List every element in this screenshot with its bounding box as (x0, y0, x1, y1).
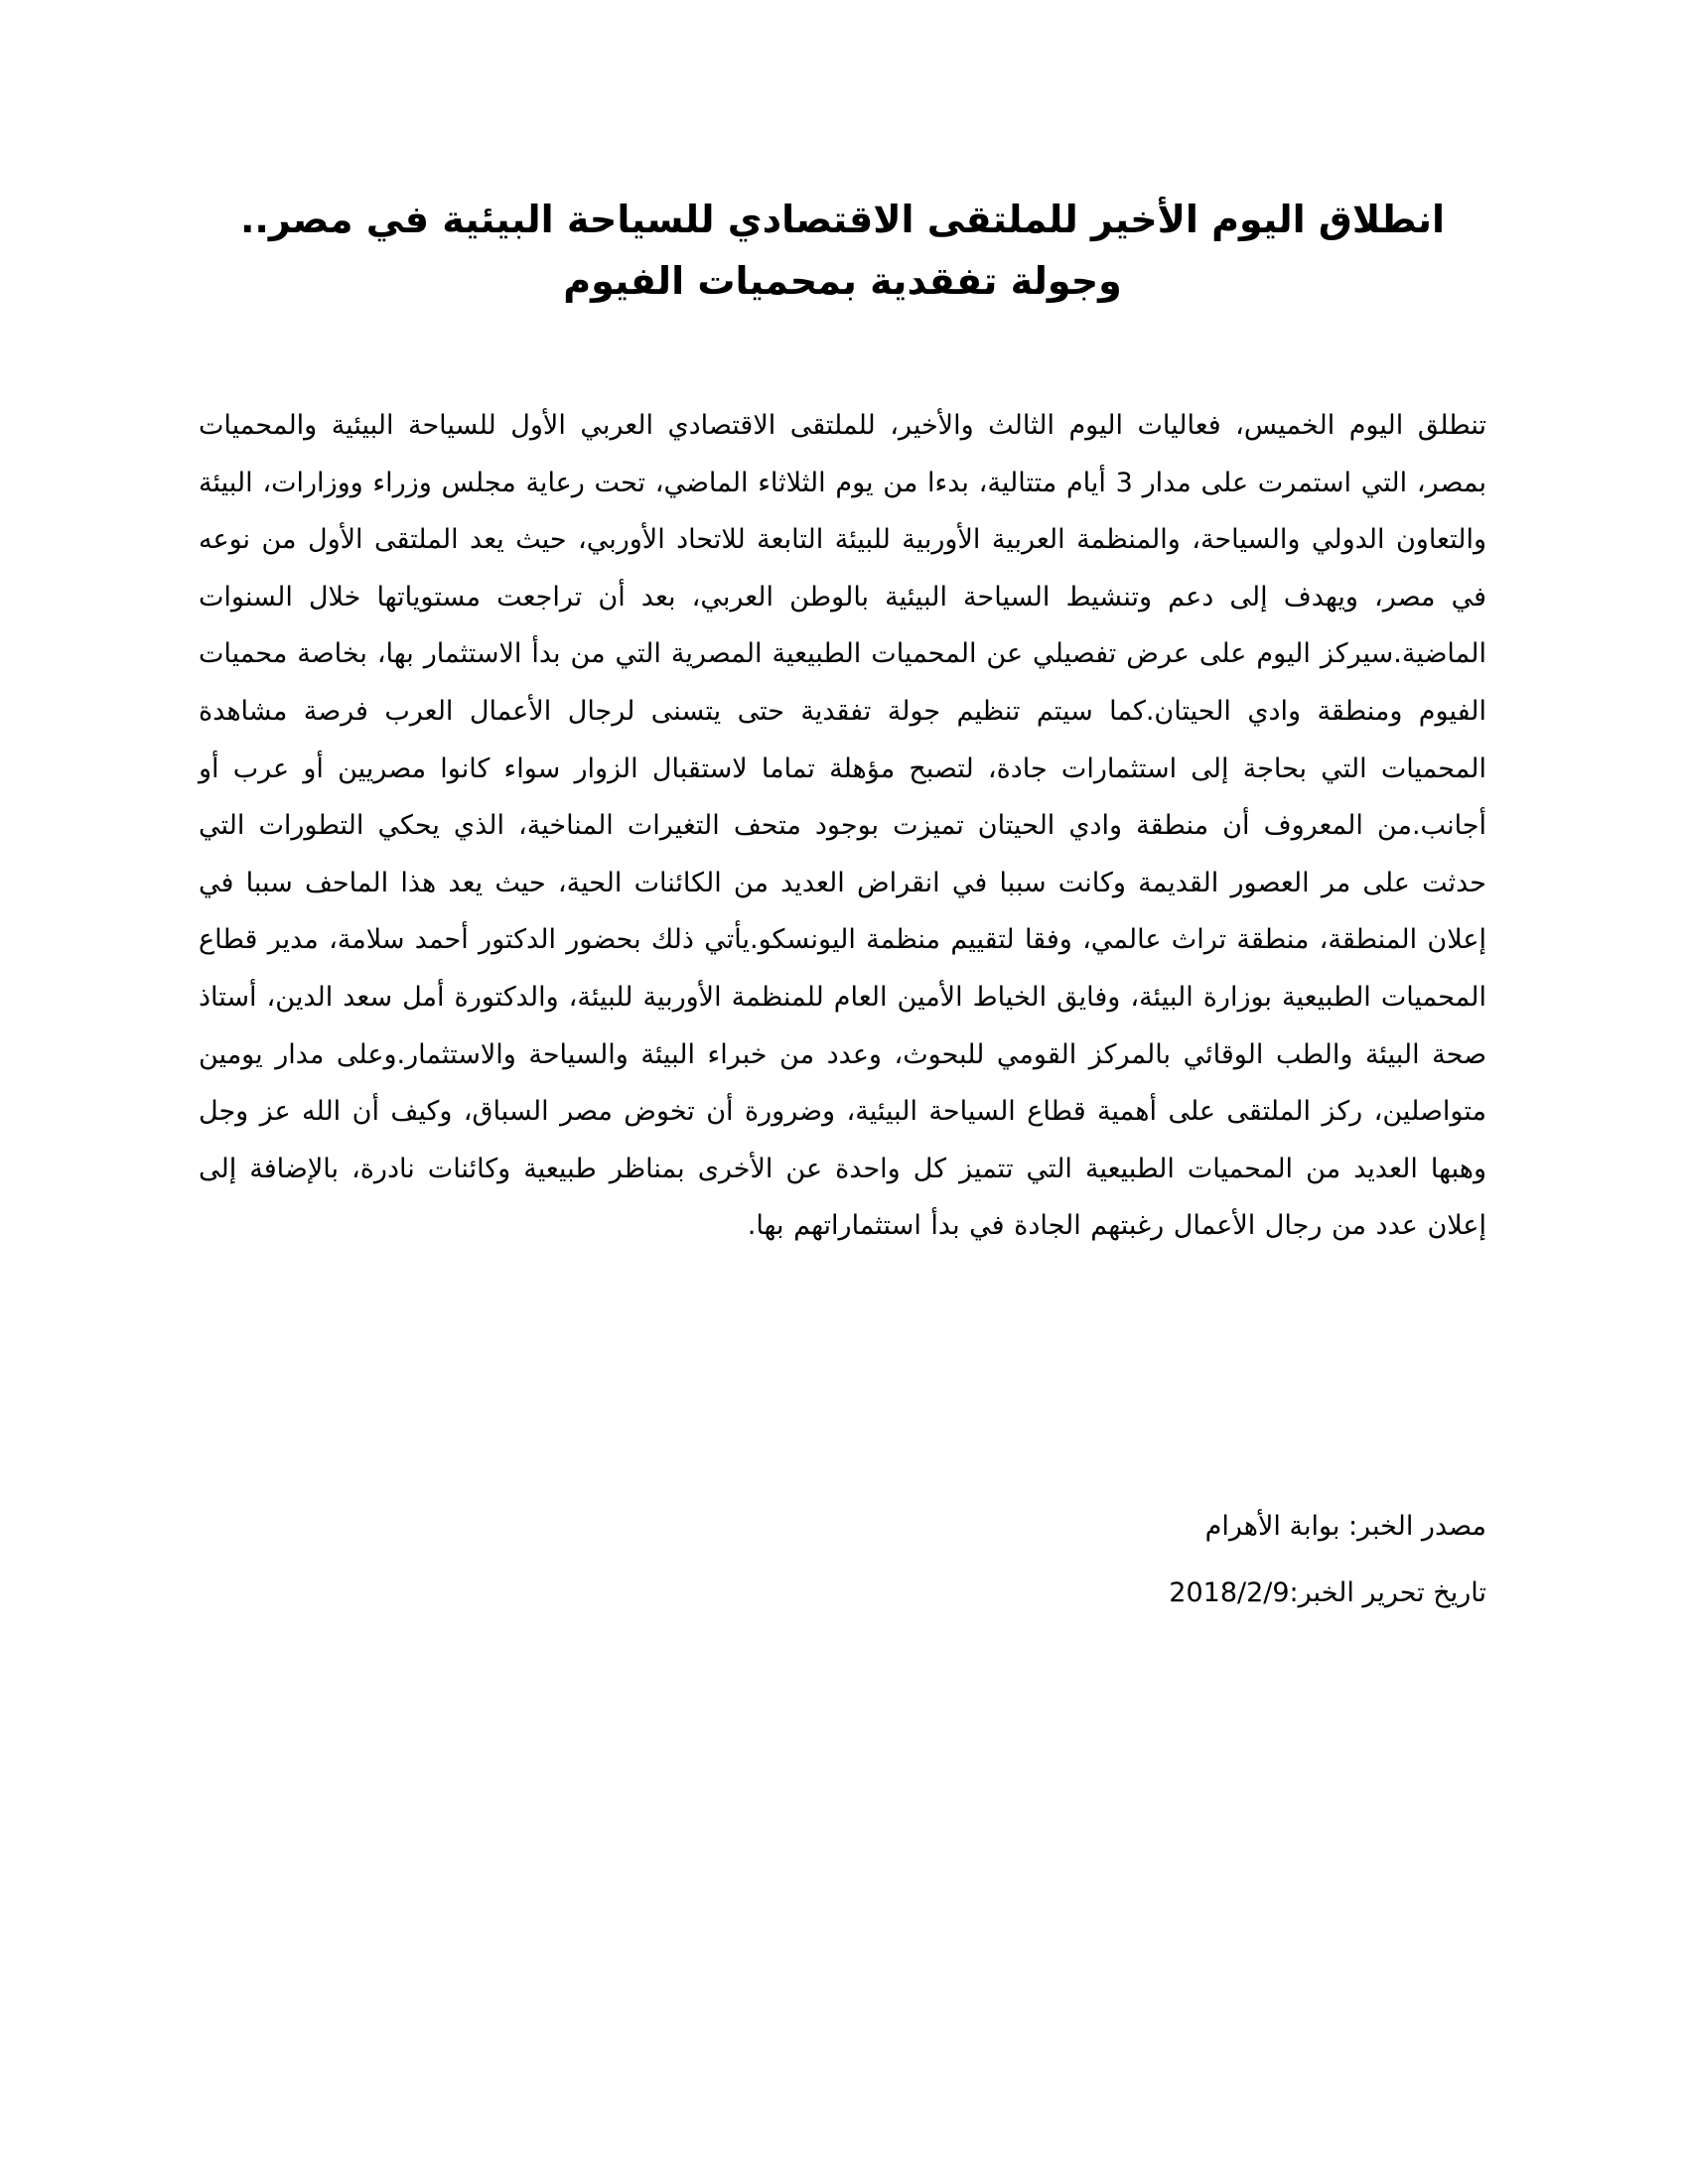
news-source-value: بوابة الأهرام (1204, 1511, 1340, 1542)
news-date-line (199, 1573, 1486, 1613)
article-title: انطلاق اليوم الأخير للملتقى الاقتصادي للسياحة البيئية في مصر.. وجولة تفقدية بمحميات الفيوم (240, 198, 1445, 303)
news-date-label: تاريخ تحرير الخبر: (1289, 1577, 1486, 1608)
news-source-line (199, 1507, 1486, 1547)
news-source-label: مصدر الخبر: (1339, 1511, 1486, 1542)
news-date-value: 2018/2/9 (1169, 1577, 1290, 1608)
article-body: تنطلق اليوم الخميس، فعاليات اليوم الثالث والأخير، للملتقى الاقتصادي العربي الأول للسياحة البيئية والمحميات بمصر، التي استمرت على مدار 3 أيام متتالية، بدءا من يوم الثلاثاء الماضي، تحت رعاية مجلس وزراء ووزارات، البيئة والتعاون الدولي والسياحة، والمنظمة العربية الأوربية للبيئة التابعة للاتحاد الأوربي، حيث يعد الملتقى الأول من نوعه في مصر، ويهدف إلى دعم وتنشيط السياحة البيئية بالوطن العربي، بعد أن تراجعت مستوياتها خلال السنوات الماضية.سيركز اليوم على عرض تفصيلي عن المحميات الطبيعية المصرية التي من بدأ الاستثمار بها، بخاصة محميات الفيوم ومنطقة وادي الحيتان.كما سيتم تنظيم جولة تفقدية حتى يتسنى لرجال الأعمال العرب فرصة مشاهدة المحميات التي بحاجة إلى استثمارات جادة، لتصبح مؤهلة تماما لاستقبال الزوار سواء كانوا مصريين أو عرب أو أجانب.من المعروف أن منطقة وادي الحيتان تميزت بوجود متحف التغيرات المناخية، الذي يحكي التطورات التي حدثت على مر العصور القديمة وكانت سببا في انقراض العديد من الكائنات الحية، حيث يعد هذا الماحف سببا في إعلان المنطقة، منطقة تراث عالمي، وفقا لتقييم منظمة اليونسكو.يأتي ذلك بحضور الدكتور أحمد سلامة، مدير قطاع المحميات الطبيعية بوزارة البيئة، وفايق الخياط الأمين العام للمنظمة الأوربية للبيئة، والدكتورة أمل سعد الدين، أستاذ صحة البيئة والطب الوقائي بالمركز القومي للبحوث، وعدد من خبراء البيئة والسياحة والاستثمار.وعلى مدار يومين متواصلين، ركز الملتقى على أهمية قطاع السياحة البيئية، وضرورة أن تخوض مصر السباق، وكيف أن الله عز وجل وهبها العديد من المحميات الطبيعية التي تتميز كل واحدة عن الأخرى بمناظر طبيعية وكائنات نادرة، بالإضافة إلى إعلان عدد من رجال الأعمال رغبتهم الجادة في بدأ استثماراتهم بها. (199, 410, 1486, 1242)
